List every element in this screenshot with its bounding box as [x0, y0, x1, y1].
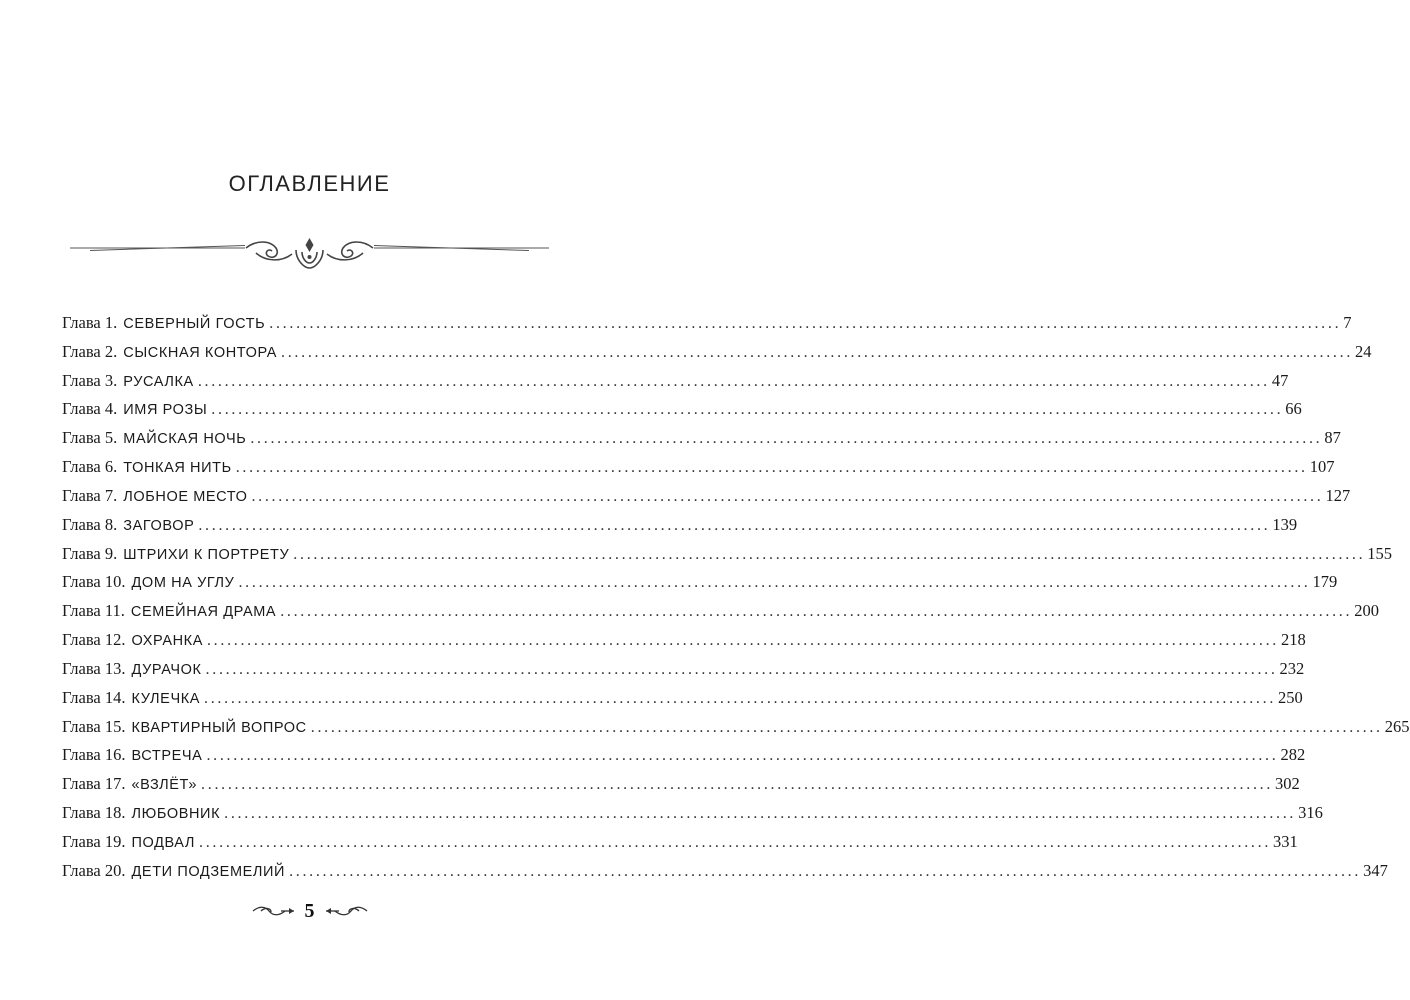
chapter-number: Глава 11. — [62, 601, 125, 621]
chapter-title: КВАРТИРНЫЙ ВОПРОС — [131, 719, 307, 736]
chapter-title: «ВЗЛЁТ» — [131, 777, 198, 794]
toc-entry — [62, 774, 1300, 803]
chapter-page-number: 316 — [1298, 803, 1323, 823]
chapter-page-number: 200 — [1354, 601, 1379, 621]
dot-leader: ................................................................................................................................................................ — [289, 862, 1362, 880]
page-footer — [0, 897, 619, 925]
dot-leader: ................................................................................................................................................................ — [280, 603, 1353, 621]
chapter-title: ПОДВАЛ — [131, 834, 196, 851]
dot-leader: ................................................................................................................................................................ — [198, 516, 1271, 534]
dot-leader: ................................................................................................................................................................ — [269, 315, 1342, 332]
toc-entry — [62, 860, 1388, 890]
toc-entry — [62, 399, 1302, 428]
dot-leader: ................................................................................................................................................................ — [199, 833, 1272, 851]
dot-leader: ................................................................................................................................................................ — [201, 776, 1274, 794]
dot-leader: ................................................................................................................................................................ — [206, 632, 1279, 650]
chapter-page-number: 87 — [1324, 428, 1341, 448]
chapter-page-number: 24 — [1355, 341, 1372, 361]
chapter-page-number: 155 — [1367, 543, 1393, 563]
chapter-number: Глава 8. — [62, 514, 118, 534]
ornamental-divider-icon — [70, 236, 549, 276]
chapter-title: ЛОБНОЕ МЕСТО — [123, 488, 248, 505]
chapter-page-number: 282 — [1280, 745, 1306, 765]
chapter-title: СЕВЕРНЫЙ ГОСТЬ — [123, 316, 266, 332]
chapter-number: Глава 16. — [62, 745, 126, 765]
dot-leader: ................................................................................................................................................................ — [251, 487, 1324, 505]
chapter-number: Глава 20. — [62, 860, 126, 880]
chapter-number: Глава 10. — [62, 572, 126, 592]
chapter-title: ОХРАНКА — [131, 633, 203, 650]
dot-leader: ................................................................................................................................................................ — [204, 689, 1277, 707]
chapter-page-number: 250 — [1278, 687, 1303, 707]
dot-leader: ................................................................................................................................................................ — [310, 718, 1383, 736]
chapter-title: ДЕТИ ПОДЗЕМЕЛИЙ — [131, 863, 286, 880]
chapter-title: МАЙСКАЯ НОЧЬ — [123, 431, 247, 448]
chapter-number: Глава 17. — [62, 774, 126, 794]
dot-leader: ................................................................................................................................................................ — [197, 372, 1270, 390]
dot-leader: ................................................................................................................................................................ — [293, 545, 1366, 563]
chapter-number: Глава 6. — [62, 457, 118, 477]
chapter-title: ДОМ НА УГЛУ — [131, 575, 235, 592]
dot-leader: ................................................................................................................................................................ — [211, 401, 1284, 419]
right-flourish-icon — [325, 904, 369, 918]
dot-leader: ................................................................................................................................................................ — [250, 430, 1323, 448]
dot-leader: ................................................................................................................................................................ — [235, 459, 1308, 477]
chapter-title: ШТРИХИ К ПОРТРЕТУ — [123, 546, 290, 563]
chapter-page-number: 302 — [1275, 774, 1300, 794]
chapter-title: ИМЯ РОЗЫ — [123, 402, 208, 419]
toc-entry — [62, 630, 1306, 659]
chapter-title: СЕМЕЙНАЯ ДРАМА — [130, 604, 277, 621]
dot-leader: ................................................................................................................................................................ — [206, 747, 1279, 765]
chapter-page-number: 265 — [1384, 716, 1410, 736]
toc-entry — [62, 803, 1323, 832]
chapter-title: ДУРАЧОК — [131, 661, 202, 678]
toc-entry — [62, 687, 1303, 717]
dot-leader: ................................................................................................................................................................ — [224, 805, 1297, 823]
chapter-page-number: 232 — [1279, 658, 1305, 678]
chapter-title: ЗАГОВОР — [123, 517, 195, 534]
chapter-number: Глава 2. — [62, 341, 118, 361]
page-number: 5 — [304, 899, 315, 922]
toc-entry — [62, 370, 1289, 400]
toc-entry — [62, 543, 1393, 573]
table-of-contents — [62, 313, 1410, 890]
toc-entry — [62, 601, 1379, 630]
toc-entry — [62, 716, 1410, 746]
toc-entry — [62, 485, 1351, 515]
toc-entry — [62, 831, 1298, 861]
chapter-number: Глава 4. — [62, 399, 118, 419]
chapter-number: Глава 18. — [62, 803, 126, 823]
chapter-page-number: 139 — [1272, 514, 1298, 534]
chapter-page-number: 218 — [1280, 630, 1306, 650]
chapter-number: Глава 1. — [62, 313, 118, 332]
chapter-title: КУЛЕЧКА — [131, 690, 201, 707]
left-flourish-icon — [251, 904, 295, 918]
chapter-title: РУСАЛКА — [123, 373, 194, 390]
chapter-number: Глава 7. — [62, 485, 118, 505]
chapter-title: ТОНКАЯ НИТЬ — [123, 460, 232, 477]
chapter-number: Глава 19. — [62, 831, 126, 851]
toc-entry — [62, 457, 1335, 486]
chapter-number: Глава 12. — [62, 630, 126, 650]
dot-leader: ................................................................................................................................................................ — [205, 660, 1278, 678]
toc-entry — [62, 745, 1306, 774]
chapter-page-number: 179 — [1312, 572, 1338, 592]
toc-entry — [62, 341, 1372, 371]
page-title: ОГЛАВЛЕНИЕ — [228, 171, 391, 196]
toc-entry — [62, 514, 1298, 544]
chapter-page-number: 331 — [1273, 831, 1298, 851]
chapter-number: Глава 15. — [62, 716, 126, 736]
chapter-page-number: 107 — [1309, 457, 1335, 477]
chapter-page-number: 127 — [1325, 485, 1351, 505]
chapter-page-number: 66 — [1285, 399, 1302, 419]
toc-entry — [62, 313, 1352, 342]
chapter-title: ЛЮБОВНИК — [131, 806, 221, 823]
dot-leader: ................................................................................................................................................................ — [238, 574, 1311, 592]
chapter-page-number: 347 — [1363, 860, 1388, 880]
toc-entry — [62, 658, 1305, 688]
toc-entry — [62, 428, 1341, 457]
chapter-number: Глава 13. — [62, 658, 126, 678]
chapter-title: СЫСКНАЯ КОНТОРА — [123, 344, 278, 361]
chapter-number: Глава 9. — [62, 543, 118, 563]
chapter-title: ВСТРЕЧА — [131, 748, 203, 765]
chapter-number: Глава 5. — [62, 428, 118, 448]
chapter-page-number: 7 — [1343, 313, 1352, 332]
chapter-number: Глава 3. — [62, 370, 118, 390]
chapter-number: Глава 14. — [62, 687, 126, 707]
dot-leader: ................................................................................................................................................................ — [281, 343, 1354, 361]
toc-entry — [62, 572, 1338, 601]
chapter-page-number: 47 — [1271, 370, 1289, 390]
